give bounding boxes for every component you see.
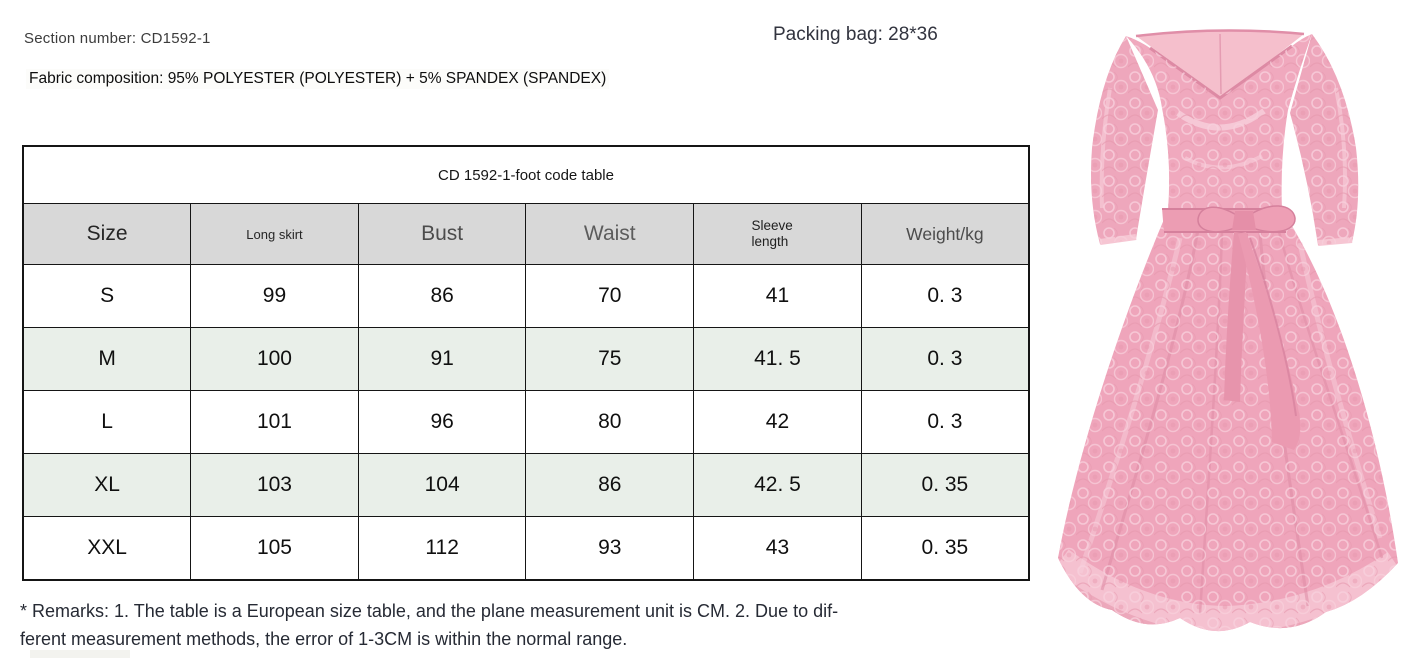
- remarks-line-1: * Remarks: 1. The table is a European size table, and the plane measurement unit is CM. 2. Due to dif-: [20, 601, 839, 621]
- col-header-bust: Bust: [358, 204, 526, 265]
- cell-size: S: [23, 265, 191, 328]
- cell-weight: 0. 35: [861, 517, 1029, 581]
- col-header-weight: Weight/kg: [861, 204, 1029, 265]
- table-row-xl: [23, 454, 1029, 517]
- cell-sleeve-length: 42: [694, 391, 862, 454]
- cell-sleeve-length: 41. 5: [694, 328, 862, 391]
- fabric-composition-text: Fabric composition: 95% POLYESTER (POLYESTER) + 5% SPANDEX (SPANDEX): [26, 69, 609, 89]
- cell-waist: 70: [526, 265, 694, 328]
- col-header-sleeve-length: [694, 204, 862, 265]
- table-row-s: [23, 265, 1029, 328]
- cell-waist: 86: [526, 454, 694, 517]
- cell-sleeve-length: 43: [694, 517, 862, 581]
- section-number-text: Section number: CD1592-1: [24, 30, 211, 47]
- size-table: [22, 145, 1030, 581]
- cell-weight: 0. 3: [861, 391, 1029, 454]
- size-table-title-row: [23, 146, 1029, 204]
- table-row-m: [23, 328, 1029, 391]
- remarks-line-2: ferent measurement methods, the error of 1-3CM is within the normal range.: [20, 629, 628, 649]
- cell-size: L: [23, 391, 191, 454]
- cell-long-skirt: 99: [191, 265, 359, 328]
- cell-size: XXL: [23, 517, 191, 581]
- cell-waist: 93: [526, 517, 694, 581]
- cell-long-skirt: 100: [191, 328, 359, 391]
- cell-size: XL: [23, 454, 191, 517]
- watermark-remnant: [30, 650, 130, 658]
- cell-long-skirt: 105: [191, 517, 359, 581]
- cell-long-skirt: 101: [191, 391, 359, 454]
- cell-size: M: [23, 328, 191, 391]
- cell-bust: 91: [358, 328, 526, 391]
- packing-bag-text: Packing bag: 28*36: [773, 24, 938, 45]
- cell-weight: 0. 35: [861, 454, 1029, 517]
- cell-weight: 0. 3: [861, 328, 1029, 391]
- table-row-xxl: [23, 517, 1029, 581]
- cell-bust: 96: [358, 391, 526, 454]
- size-table-header-row: [23, 204, 1029, 265]
- cell-bust: 112: [358, 517, 526, 581]
- remarks-text: [20, 597, 838, 653]
- cell-waist: 80: [526, 391, 694, 454]
- dress-photo: [1050, 18, 1420, 658]
- size-table-title: CD 1592-1-foot code table: [23, 146, 1029, 204]
- table-row-l: [23, 391, 1029, 454]
- col-header-sleeve-length-label: Sleeve length: [751, 218, 793, 249]
- cell-sleeve-length: 42. 5: [694, 454, 862, 517]
- col-header-size: Size: [23, 204, 191, 265]
- col-header-long-skirt: Long skirt: [191, 204, 359, 265]
- cell-long-skirt: 103: [191, 454, 359, 517]
- cell-waist: 75: [526, 328, 694, 391]
- cell-bust: 104: [358, 454, 526, 517]
- col-header-waist: Waist: [526, 204, 694, 265]
- dress-illustration: [1050, 18, 1420, 658]
- cell-sleeve-length: 41: [694, 265, 862, 328]
- cell-bust: 86: [358, 265, 526, 328]
- cell-weight: 0. 3: [861, 265, 1029, 328]
